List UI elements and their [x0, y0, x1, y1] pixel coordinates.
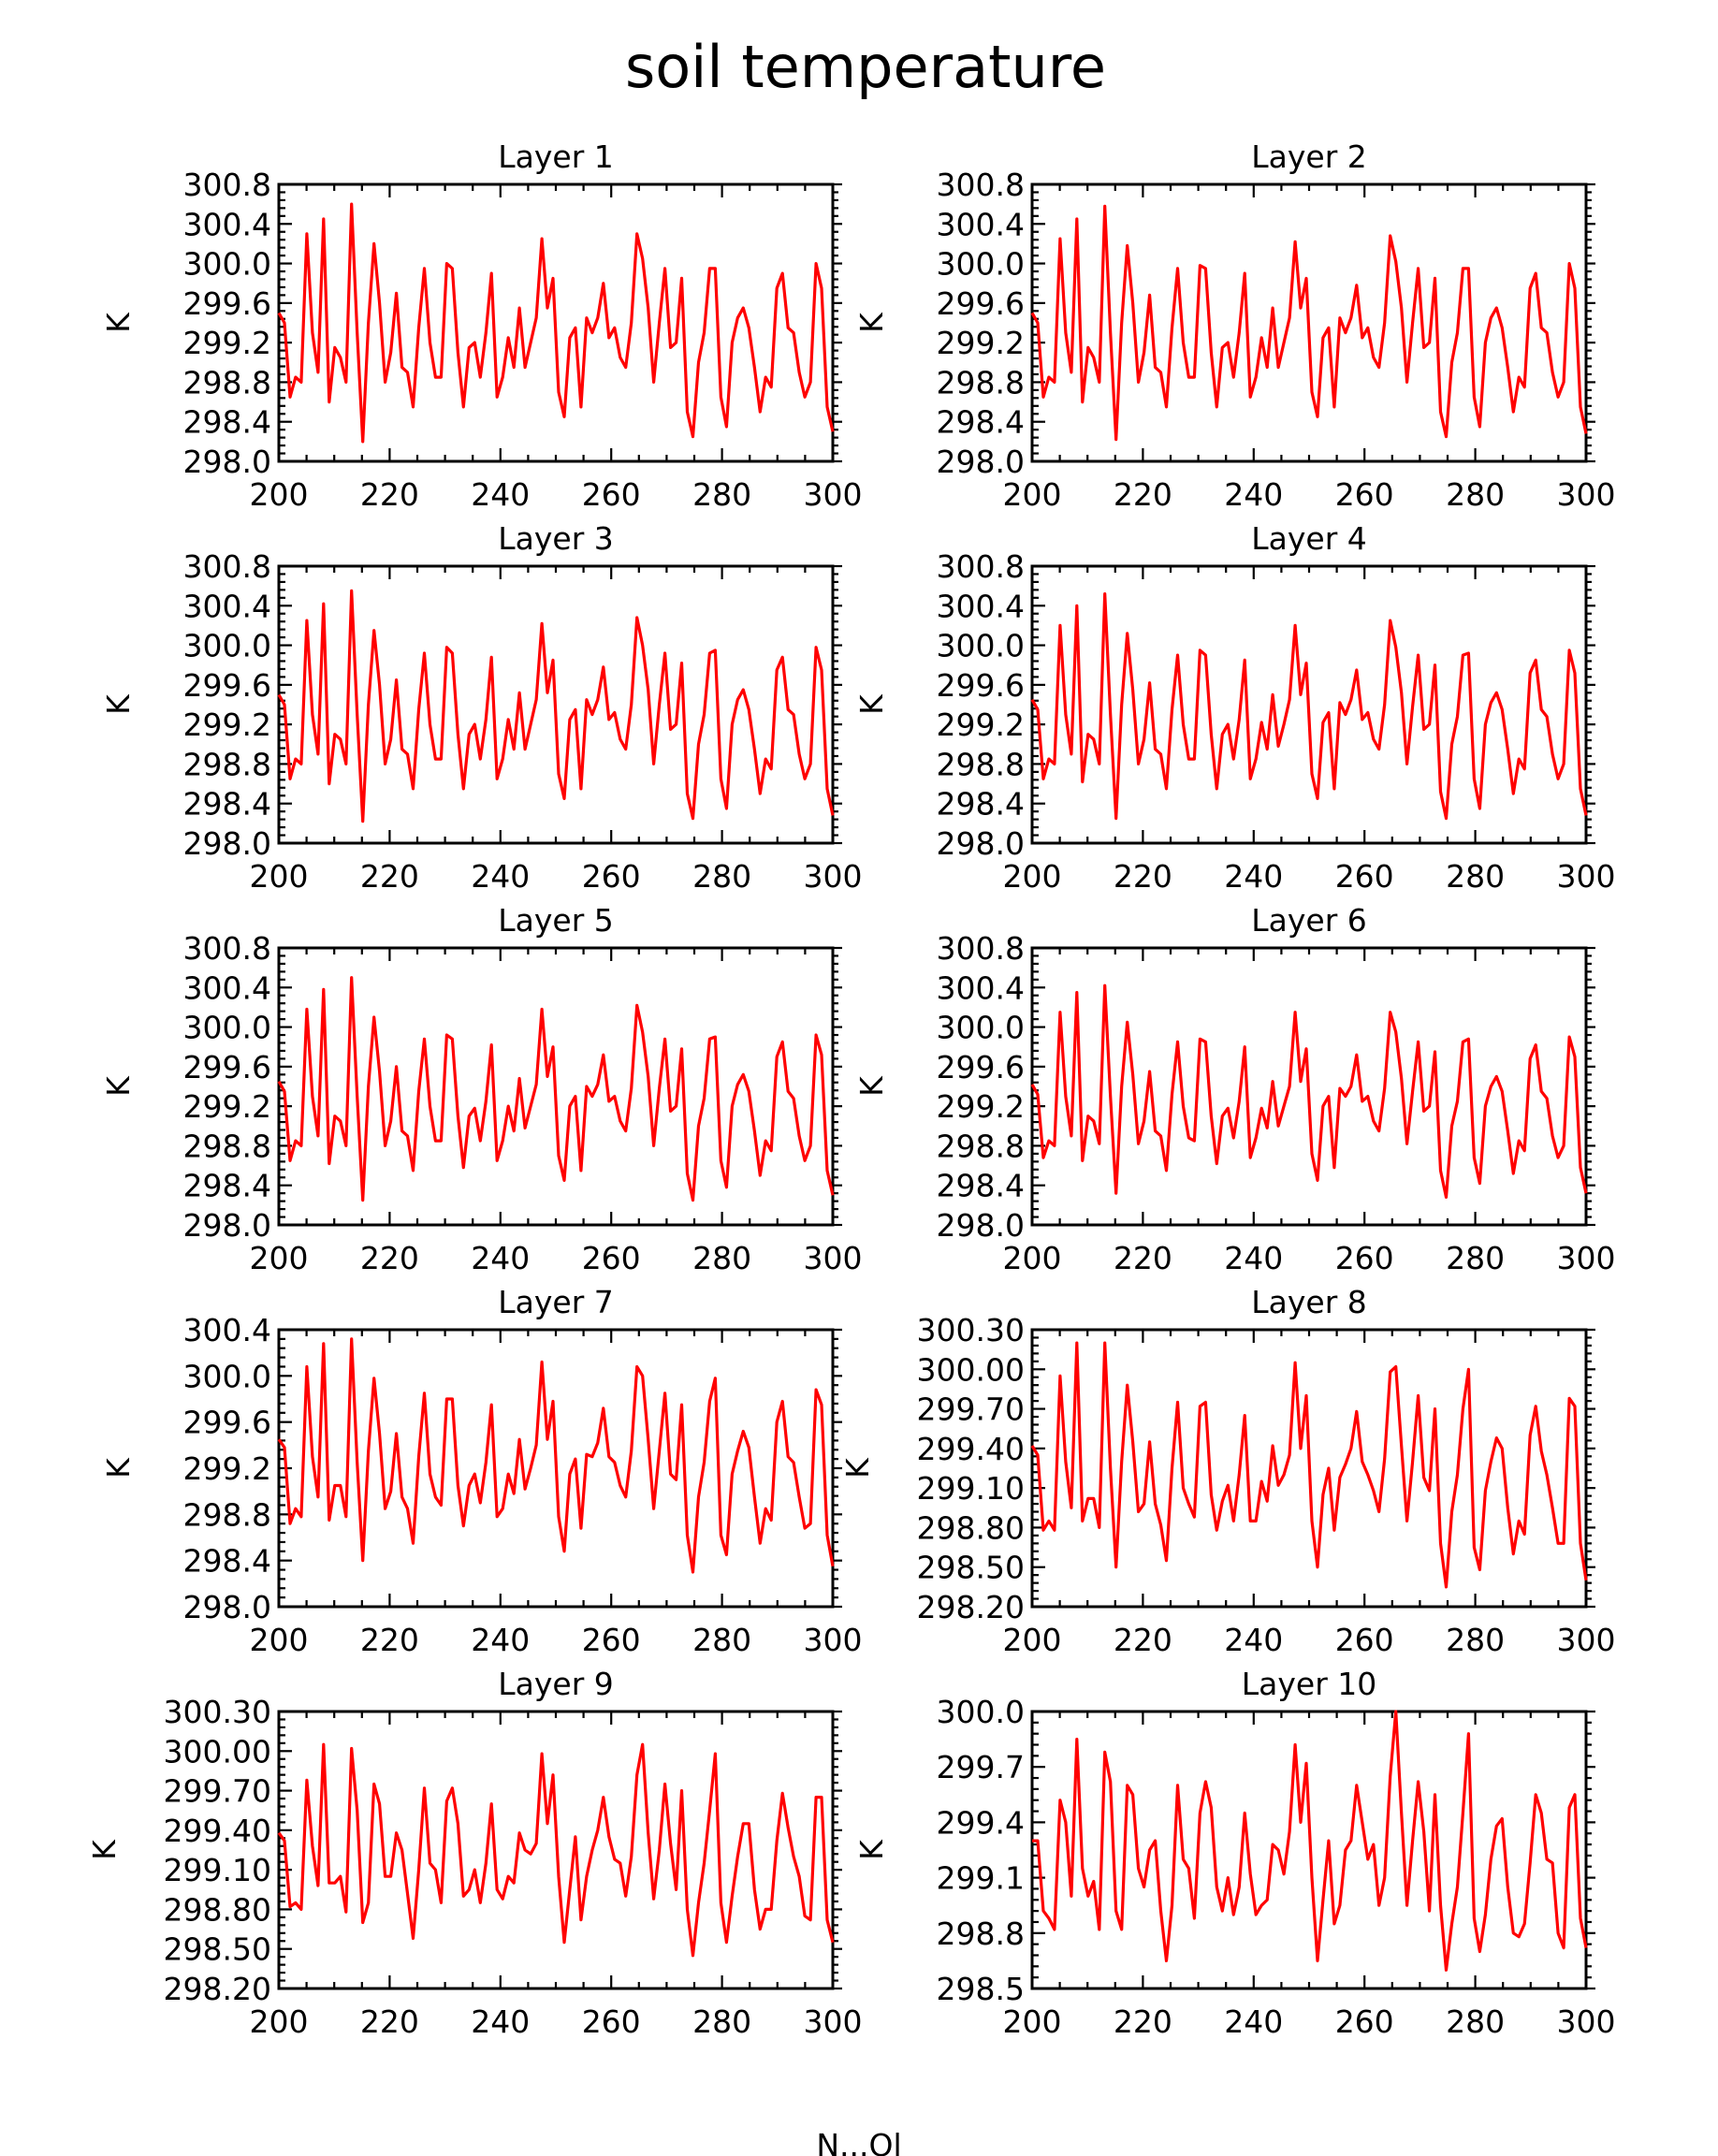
y-tick-label: 299.6 [182, 284, 271, 322]
y-tick-label: 298.4 [182, 1542, 271, 1580]
x-tick-label: 260 [1334, 1240, 1394, 1276]
y-tick-label: 298.5 [936, 1971, 1025, 2007]
x-tick-label: 220 [359, 2003, 419, 2040]
y-tick-label: 299.1 [936, 1859, 1025, 1897]
y-tick-label: 300.30 [916, 1312, 1025, 1348]
y-tick-label: 299.2 [936, 1088, 1025, 1126]
series-line [279, 1744, 833, 1956]
x-tick-label: 300 [803, 1240, 863, 1276]
y-tick-label: 299.6 [936, 666, 1025, 704]
y-tick-label: 300.0 [936, 245, 1025, 283]
y-tick-label: 300.0 [182, 627, 271, 664]
y-tick-label: 300.4 [936, 206, 1025, 243]
y-tick-label: 299.2 [182, 707, 271, 744]
panel-7 [100, 1284, 863, 1658]
y-tick-label: 299.2 [182, 1088, 271, 1126]
x-tick-label: 280 [1446, 858, 1506, 895]
x-tick-label: 300 [1556, 476, 1616, 513]
x-tick-label: 220 [359, 476, 419, 513]
x-tick-label: 220 [1113, 2003, 1172, 2040]
x-tick-label: 300 [1556, 1622, 1616, 1658]
y-tick-label: 299.6 [182, 666, 271, 704]
y-tick-label: 299.10 [916, 1470, 1025, 1508]
panel-title: Layer 6 [1251, 902, 1367, 939]
x-tick-label: 280 [1446, 2003, 1506, 2040]
panel-title: Layer 10 [1241, 1666, 1377, 1702]
x-tick-label: 300 [803, 858, 863, 895]
y-tick-label: 298.0 [182, 825, 271, 862]
panel-9 [86, 1666, 863, 2040]
x-tick-label: 200 [249, 476, 309, 513]
y-axis-label: K [853, 1076, 890, 1097]
x-tick-label: 220 [1113, 476, 1172, 513]
y-tick-label: 298.0 [182, 1589, 271, 1625]
panel-title: Layer 1 [498, 138, 614, 175]
x-tick-label: 280 [692, 858, 752, 895]
y-tick-label: 299.2 [936, 325, 1025, 362]
y-tick-label: 300.8 [182, 930, 271, 967]
y-tick-label: 298.8 [936, 364, 1025, 401]
y-tick-label: 298.8 [936, 1915, 1025, 1952]
panel-10 [853, 1666, 1616, 2040]
y-tick-label: 299.2 [182, 1450, 271, 1487]
y-tick-label: 298.20 [916, 1589, 1025, 1625]
y-axis-label: K [853, 1840, 890, 1860]
y-tick-label: 300.0 [182, 1358, 271, 1395]
x-tick-label: 240 [471, 1240, 531, 1276]
y-tick-label: 299.6 [936, 284, 1025, 322]
y-tick-label: 300.0 [182, 1009, 271, 1046]
y-axis-label: K [100, 313, 137, 333]
x-tick-label: 220 [359, 858, 419, 895]
panel-3 [100, 520, 863, 895]
x-tick-label: 260 [1334, 2003, 1394, 2040]
x-tick-label: 200 [1002, 1240, 1062, 1276]
x-tick-label: 240 [1224, 1622, 1284, 1658]
x-tick-label: 280 [1446, 1240, 1506, 1276]
y-tick-label: 298.0 [182, 444, 271, 480]
y-tick-label: 299.40 [916, 1430, 1025, 1467]
y-tick-label: 298.4 [936, 785, 1025, 823]
y-tick-label: 300.4 [182, 206, 271, 243]
y-axis-label: K [853, 313, 890, 333]
y-tick-label: 298.8 [182, 746, 271, 783]
y-tick-label: 300.8 [936, 167, 1025, 203]
y-tick-label: 298.0 [182, 1207, 271, 1244]
y-tick-label: 299.6 [936, 1048, 1025, 1085]
panel-title: Layer 4 [1251, 520, 1367, 557]
x-tick-label: 260 [581, 476, 641, 513]
y-axis-label: K [839, 1458, 876, 1479]
x-tick-label: 220 [1113, 858, 1172, 895]
y-tick-label: 300.8 [182, 167, 271, 203]
y-axis-label: K [86, 1840, 123, 1860]
x-tick-label: 200 [1002, 476, 1062, 513]
y-tick-label: 300.0 [936, 1009, 1025, 1046]
panel-2 [853, 138, 1616, 513]
y-tick-label: 299.70 [163, 1772, 271, 1810]
series-line [279, 590, 833, 821]
y-tick-label: 298.8 [182, 1496, 271, 1534]
x-tick-label: 280 [1446, 476, 1506, 513]
panel-6 [853, 902, 1616, 1276]
panel-5 [100, 902, 863, 1276]
y-tick-label: 298.0 [936, 825, 1025, 862]
y-tick-label: 298.8 [936, 1128, 1025, 1165]
y-tick-label: 298.0 [936, 444, 1025, 480]
x-tick-label: 240 [471, 1622, 531, 1658]
x-tick-label: 300 [803, 2003, 863, 2040]
panel-title: Layer 2 [1251, 138, 1367, 175]
x-tick-label: 200 [249, 2003, 309, 2040]
panel-4 [853, 520, 1616, 895]
x-tick-label: 200 [249, 1622, 309, 1658]
x-tick-label: 200 [249, 1240, 309, 1276]
footer-text: N...Ol [816, 2127, 902, 2156]
x-tick-label: 240 [1224, 476, 1284, 513]
x-tick-label: 300 [1556, 2003, 1616, 2040]
y-tick-label: 298.8 [182, 1128, 271, 1165]
y-tick-label: 299.70 [916, 1391, 1025, 1428]
y-tick-label: 300.00 [163, 1733, 271, 1770]
x-tick-label: 240 [471, 858, 531, 895]
x-tick-label: 200 [249, 858, 309, 895]
y-tick-label: 298.80 [163, 1891, 271, 1929]
y-tick-label: 300.0 [936, 627, 1025, 664]
panel-title: Layer 8 [1251, 1284, 1367, 1320]
x-tick-label: 300 [803, 476, 863, 513]
x-tick-label: 220 [359, 1240, 419, 1276]
y-tick-label: 298.20 [163, 1971, 271, 2007]
panel-grid [86, 138, 1616, 2040]
y-tick-label: 299.2 [936, 707, 1025, 744]
y-tick-label: 300.8 [936, 548, 1025, 585]
series-line [1032, 1712, 1586, 1970]
x-tick-label: 280 [692, 1622, 752, 1658]
series-line [279, 1339, 833, 1572]
x-tick-label: 220 [1113, 1622, 1172, 1658]
x-tick-label: 300 [803, 1622, 863, 1658]
y-tick-label: 298.8 [182, 364, 271, 401]
y-tick-label: 298.0 [936, 1207, 1025, 1244]
x-tick-label: 200 [1002, 2003, 1062, 2040]
y-tick-label: 299.7 [936, 1749, 1025, 1786]
y-tick-label: 300.4 [936, 969, 1025, 1007]
series-line [279, 978, 833, 1201]
x-tick-label: 240 [471, 476, 531, 513]
y-tick-label: 298.50 [163, 1930, 271, 1968]
x-tick-label: 280 [692, 476, 752, 513]
x-tick-label: 260 [1334, 858, 1394, 895]
x-tick-label: 300 [1556, 1240, 1616, 1276]
series-line [279, 204, 833, 442]
y-axis-label: K [100, 1076, 137, 1097]
y-tick-label: 298.4 [182, 403, 271, 441]
y-tick-label: 298.4 [182, 785, 271, 823]
y-tick-label: 299.4 [936, 1804, 1025, 1842]
y-axis-label: K [853, 694, 890, 715]
y-tick-label: 299.10 [163, 1852, 271, 1889]
panel-8 [839, 1284, 1616, 1658]
y-tick-label: 298.4 [936, 403, 1025, 441]
panel-title: Layer 7 [498, 1284, 614, 1320]
panel-title: Layer 3 [498, 520, 614, 557]
y-tick-label: 300.4 [182, 969, 271, 1007]
series-line [1032, 206, 1586, 439]
x-tick-label: 260 [581, 858, 641, 895]
panel-1 [100, 138, 863, 513]
y-tick-label: 300.4 [182, 588, 271, 625]
y-tick-label: 299.6 [182, 1404, 271, 1441]
y-tick-label: 299.6 [182, 1048, 271, 1085]
y-tick-label: 298.8 [936, 746, 1025, 783]
y-tick-label: 300.4 [936, 588, 1025, 625]
y-tick-label: 300.4 [182, 1312, 271, 1348]
series-line [1032, 594, 1586, 819]
x-tick-label: 220 [1113, 1240, 1172, 1276]
x-tick-label: 280 [692, 1240, 752, 1276]
y-tick-label: 299.40 [163, 1812, 271, 1849]
y-tick-label: 300.8 [936, 930, 1025, 967]
x-tick-label: 260 [581, 1240, 641, 1276]
x-tick-label: 200 [1002, 858, 1062, 895]
x-tick-label: 200 [1002, 1622, 1062, 1658]
x-tick-label: 260 [581, 1622, 641, 1658]
x-tick-label: 240 [1224, 2003, 1284, 2040]
y-tick-label: 300.8 [182, 548, 271, 585]
x-tick-label: 280 [692, 2003, 752, 2040]
y-tick-label: 300.0 [182, 245, 271, 283]
x-tick-label: 260 [1334, 476, 1394, 513]
figure-title: soil temperature [624, 33, 1107, 101]
y-tick-label: 298.50 [916, 1549, 1025, 1586]
x-tick-label: 220 [359, 1622, 419, 1658]
series-line [1032, 1343, 1586, 1587]
y-tick-label: 299.2 [182, 325, 271, 362]
y-tick-label: 298.80 [916, 1509, 1025, 1547]
y-tick-label: 300.30 [163, 1694, 271, 1730]
series-line [1032, 985, 1586, 1197]
y-axis-label: K [100, 1458, 137, 1479]
x-tick-label: 240 [1224, 858, 1284, 895]
panel-title: Layer 9 [498, 1666, 614, 1702]
y-axis-label: K [100, 694, 137, 715]
x-tick-label: 240 [1224, 1240, 1284, 1276]
y-tick-label: 298.4 [182, 1167, 271, 1204]
y-tick-label: 300.00 [916, 1351, 1025, 1389]
panel-title: Layer 5 [498, 902, 614, 939]
x-tick-label: 280 [1446, 1622, 1506, 1658]
x-tick-label: 260 [581, 2003, 641, 2040]
x-tick-label: 240 [471, 2003, 531, 2040]
y-tick-label: 298.4 [936, 1167, 1025, 1204]
x-tick-label: 300 [1556, 858, 1616, 895]
x-tick-label: 260 [1334, 1622, 1394, 1658]
y-tick-label: 300.0 [936, 1694, 1025, 1730]
